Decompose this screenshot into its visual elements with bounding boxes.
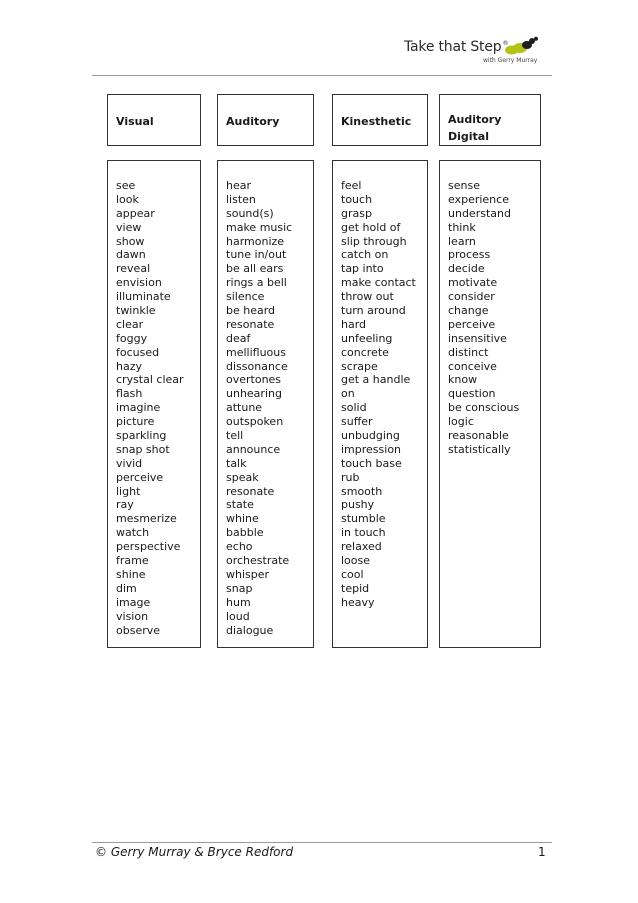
- list-item: distinct: [448, 345, 489, 359]
- list-item: ray: [116, 498, 134, 512]
- list-item: dawn: [116, 248, 146, 262]
- list-item: logic: [448, 415, 474, 429]
- list-item: sound(s): [226, 206, 274, 220]
- word-list-auditory-digital: [448, 179, 519, 457]
- list-item: perceive: [116, 470, 164, 484]
- list-item: motivate: [448, 276, 498, 290]
- list-item: snap: [226, 581, 253, 595]
- copyright-notice: © Gerry Murray & Bryce Redford: [95, 845, 294, 859]
- heading-kinesthetic: Kinesthetic: [341, 115, 412, 128]
- list-item: perspective: [116, 540, 181, 554]
- list-item: get a handle: [341, 373, 411, 387]
- list-item: resonate: [226, 484, 275, 498]
- list-item: think: [448, 220, 476, 234]
- list-item: snap shot: [116, 442, 170, 456]
- list-item: dissonance: [226, 359, 288, 373]
- list-item: harmonize: [226, 234, 285, 248]
- list-item: insensitive: [448, 331, 507, 345]
- list-item: touch: [341, 192, 373, 206]
- list-item: look: [116, 192, 139, 206]
- list-item: dialogue: [226, 623, 274, 637]
- list-item: watch: [116, 526, 150, 540]
- list-item: cool: [341, 567, 364, 581]
- list-item: pushy: [341, 498, 375, 512]
- word-list-box-auditory: [217, 160, 314, 648]
- list-item: rub: [341, 470, 360, 484]
- list-item: tepid: [341, 581, 370, 595]
- list-item: see: [116, 179, 136, 192]
- list-item: shine: [116, 567, 146, 581]
- heading-box-visual: [107, 94, 201, 146]
- heading-box-kinesthetic: [332, 94, 428, 146]
- list-item: hard: [341, 317, 367, 331]
- list-item: sense: [448, 179, 480, 192]
- list-item: reveal: [116, 262, 151, 276]
- list-item: conceive: [448, 359, 497, 373]
- list-item: be all ears: [226, 262, 284, 276]
- list-item: orchestrate: [226, 554, 290, 568]
- list-item: foggy: [116, 331, 148, 345]
- list-item: impression: [341, 442, 402, 456]
- list-item: imagine: [116, 401, 161, 415]
- list-item: illuminate: [116, 290, 171, 304]
- list-item: overtones: [226, 373, 282, 387]
- list-item: mellifluous: [226, 345, 286, 359]
- list-item: whisper: [226, 567, 270, 581]
- list-item: sparkling: [116, 429, 167, 443]
- list-item: suffer: [341, 415, 373, 429]
- list-item: talk: [226, 456, 247, 470]
- list-item: babble: [226, 526, 264, 540]
- heading-visual: Visual: [116, 115, 154, 128]
- list-item: resonate: [226, 317, 275, 331]
- list-item: slip through: [341, 234, 407, 248]
- list-item: attune: [226, 401, 263, 415]
- list-item: listen: [226, 192, 256, 206]
- list-item: decide: [448, 262, 485, 276]
- list-item: state: [226, 498, 254, 512]
- list-item: make music: [226, 220, 293, 234]
- list-item: tune in/out: [226, 248, 287, 262]
- heading-box-auditory: [217, 94, 314, 146]
- list-item: stumble: [341, 512, 386, 526]
- list-item: be conscious: [448, 401, 520, 415]
- word-list-box-kinesthetic: [332, 160, 428, 648]
- list-item: vision: [116, 609, 149, 623]
- list-item: loud: [226, 609, 250, 623]
- list-item: relaxed: [341, 540, 382, 554]
- word-list-visual: [116, 179, 184, 637]
- brand-logo: [398, 36, 548, 70]
- list-item: grasp: [341, 206, 372, 220]
- list-item: view: [116, 220, 142, 234]
- word-list-box-auditory-digital: [439, 160, 541, 648]
- list-item: be heard: [226, 304, 276, 318]
- list-item: tap into: [341, 262, 384, 276]
- list-item: deaf: [226, 331, 251, 345]
- list-item: throw out: [341, 290, 394, 304]
- list-item: solid: [341, 401, 367, 415]
- list-item: catch on: [341, 248, 389, 262]
- list-item: in touch: [341, 526, 386, 540]
- list-item: outspoken: [226, 415, 284, 429]
- list-item: twinkle: [116, 304, 156, 318]
- list-item: dim: [116, 581, 137, 595]
- word-list-auditory: [226, 179, 292, 637]
- list-item: experience: [448, 192, 509, 206]
- brand-subtitle: with Gerry Murray: [483, 57, 538, 64]
- list-item: change: [448, 304, 489, 318]
- list-item: tell: [226, 429, 244, 443]
- list-item: picture: [116, 415, 155, 429]
- list-item: crystal clear: [116, 373, 184, 387]
- list-item: understand: [448, 206, 511, 220]
- list-item: light: [116, 484, 141, 498]
- heading-auditory: Auditory: [226, 115, 280, 128]
- list-item: show: [116, 234, 145, 248]
- list-item: appear: [116, 206, 155, 220]
- list-item: concrete: [341, 345, 389, 359]
- list-item: unbudging: [341, 429, 400, 443]
- footer-divider: [92, 842, 552, 843]
- word-list-box-visual: [107, 160, 201, 648]
- header-divider: [92, 75, 552, 76]
- list-item: statistically: [448, 442, 511, 456]
- heading-auditory-digital: Auditory Digital: [448, 113, 502, 143]
- list-item: envision: [116, 276, 162, 290]
- heading-box-auditory-digital: [439, 94, 541, 146]
- list-item: reasonable: [448, 429, 509, 443]
- footsteps-logo-icon: [498, 36, 542, 58]
- list-item: clear: [116, 317, 144, 331]
- list-item: hear: [226, 179, 252, 192]
- list-item: flash: [116, 387, 143, 401]
- list-item: announce: [226, 442, 281, 456]
- list-item: smooth: [341, 484, 383, 498]
- list-item: silence: [226, 290, 265, 304]
- list-item: loose: [341, 554, 371, 568]
- list-item: heavy: [341, 595, 375, 609]
- brand-trademark: ®: [502, 40, 509, 47]
- list-item: focused: [116, 345, 160, 359]
- list-item: make contact: [341, 276, 416, 290]
- list-item: on: [341, 387, 355, 401]
- list-item: perceive: [448, 317, 496, 331]
- list-item: hazy: [116, 359, 142, 373]
- list-item: consider: [448, 290, 495, 304]
- list-item: hum: [226, 595, 251, 609]
- list-item: know: [448, 373, 478, 387]
- list-item: observe: [116, 623, 161, 637]
- list-item: get hold of: [341, 220, 401, 234]
- list-item: feel: [341, 179, 362, 192]
- list-item: rings a bell: [226, 276, 287, 290]
- list-item: speak: [226, 470, 259, 484]
- list-item: unhearing: [226, 387, 282, 401]
- brand-title-text: Take that Step: [404, 39, 502, 55]
- list-item: touch base: [341, 456, 402, 470]
- list-item: question: [448, 387, 496, 401]
- list-item: process: [448, 248, 491, 262]
- page-number: 1: [538, 845, 546, 859]
- list-item: whine: [226, 512, 259, 526]
- list-item: unfeeling: [341, 331, 393, 345]
- list-item: image: [116, 595, 151, 609]
- list-item: echo: [226, 540, 253, 554]
- brand-title: [404, 39, 508, 55]
- word-list-kinesthetic: [341, 179, 416, 610]
- list-item: frame: [116, 554, 149, 568]
- list-item: turn around: [341, 304, 406, 318]
- list-item: mesmerize: [116, 512, 177, 526]
- list-item: scrape: [341, 359, 378, 373]
- list-item: vivid: [116, 456, 143, 470]
- list-item: learn: [448, 234, 476, 248]
